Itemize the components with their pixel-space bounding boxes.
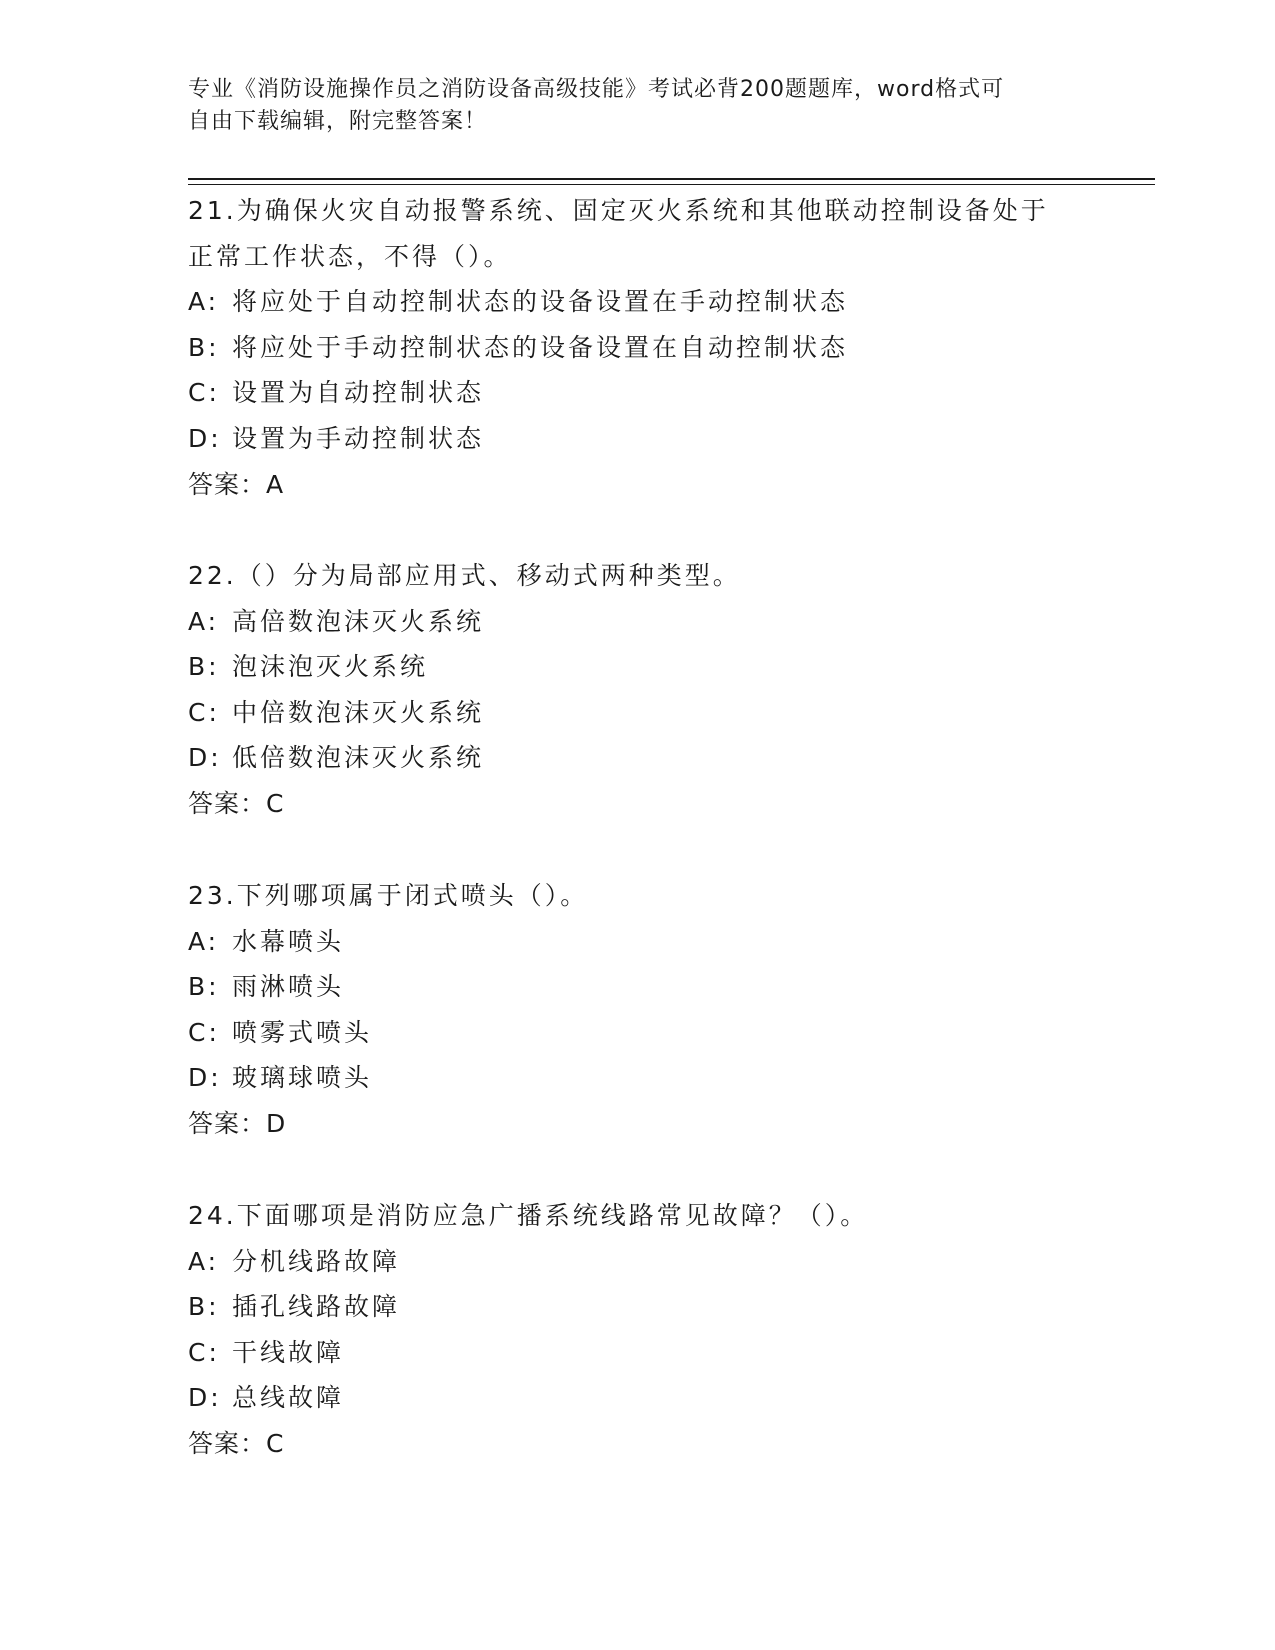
option-letter: B: <box>188 652 220 682</box>
option-c <box>188 690 1088 736</box>
header-divider-thin <box>188 184 1155 185</box>
question-stem: 21.为确保火灾自动报警系统、固定灭火系统和其他联动控制设备处于 <box>188 196 1049 225</box>
header-line-1: 专业《消防设施操作员之消防设备高级技能》考试必背200题题库，word格式可 <box>188 77 1005 102</box>
option-text: 水幕喷头 <box>232 926 345 956</box>
option-b <box>188 325 1088 371</box>
option-text: 将应处于手动控制状态的设备设置在自动控制状态 <box>232 332 849 362</box>
question-24 <box>188 1193 1088 1467</box>
option-letter: A: <box>188 926 220 956</box>
option-letter: C: <box>188 378 220 408</box>
answer-label: 答案： <box>188 1428 267 1458</box>
option-text: 雨淋喷头 <box>232 972 345 1002</box>
option-d <box>188 1055 1088 1101</box>
option-letter: B: <box>188 1292 220 1322</box>
option-text: 干线故障 <box>232 1337 345 1367</box>
option-b <box>188 1284 1088 1330</box>
option-letter: C: <box>188 1017 220 1047</box>
question-stem: 23.下列哪项属于闭式喷头（）。 <box>188 881 589 910</box>
option-a <box>188 599 1088 645</box>
header-line-2: 自由下载编辑，附完整答案！ <box>188 109 488 134</box>
option-letter: B: <box>188 332 220 362</box>
answer-label: 答案： <box>188 788 267 818</box>
option-text: 低倍数泡沫灭火系统 <box>232 743 485 773</box>
option-letter: C: <box>188 697 220 727</box>
answer-value: C <box>266 788 287 818</box>
answer-line <box>188 781 1088 827</box>
option-letter: C: <box>188 1337 220 1367</box>
option-a <box>188 1239 1088 1285</box>
option-text: 泡沫泡灭火系统 <box>232 652 429 682</box>
option-text: 将应处于自动控制状态的设备设置在手动控制状态 <box>232 287 849 317</box>
option-text: 玻璃球喷头 <box>232 1063 373 1093</box>
option-letter: D: <box>188 423 222 453</box>
answer-value: D <box>266 1108 289 1138</box>
answer-line <box>188 462 1088 508</box>
option-letter: A: <box>188 606 220 636</box>
option-d <box>188 416 1088 462</box>
answer-value: C <box>266 1428 287 1458</box>
option-text: 设置为手动控制状态 <box>232 423 485 453</box>
option-text: 高倍数泡沫灭火系统 <box>232 606 485 636</box>
option-text: 总线故障 <box>232 1383 345 1413</box>
answer-label: 答案： <box>188 469 267 499</box>
option-b <box>188 644 1088 690</box>
option-letter: D: <box>188 743 222 773</box>
option-text: 中倍数泡沫灭火系统 <box>232 697 485 727</box>
option-c <box>188 1330 1088 1376</box>
option-text: 设置为自动控制状态 <box>232 378 485 408</box>
option-letter: A: <box>188 1246 220 1276</box>
option-a <box>188 279 1088 325</box>
answer-line <box>188 1101 1088 1147</box>
answer-label: 答案： <box>188 1108 267 1138</box>
option-letter: D: <box>188 1063 222 1093</box>
answer-value: A <box>266 469 287 499</box>
option-text: 插孔线路故障 <box>232 1292 401 1322</box>
option-d <box>188 735 1088 781</box>
question-23 <box>188 873 1088 1147</box>
document-header <box>188 74 1068 138</box>
option-c <box>188 1010 1088 1056</box>
option-a <box>188 919 1088 965</box>
question-stem: 24.下面哪项是消防应急广播系统线路常见故障？（）。 <box>188 1201 869 1230</box>
answer-line <box>188 1421 1088 1467</box>
option-c <box>188 370 1088 416</box>
option-text: 喷雾式喷头 <box>232 1017 373 1047</box>
option-letter: B: <box>188 972 220 1002</box>
option-b <box>188 964 1088 1010</box>
option-letter: A: <box>188 287 220 317</box>
question-stem: 22.（）分为局部应用式、移动式两种类型。 <box>188 561 741 590</box>
option-letter: D: <box>188 1383 222 1413</box>
option-d <box>188 1375 1088 1421</box>
question-22 <box>188 553 1088 827</box>
header-divider <box>188 178 1155 180</box>
option-text: 分机线路故障 <box>232 1246 401 1276</box>
question-stem-continued: 正常工作状态，不得（）。 <box>188 241 512 271</box>
question-21 <box>188 188 1088 507</box>
